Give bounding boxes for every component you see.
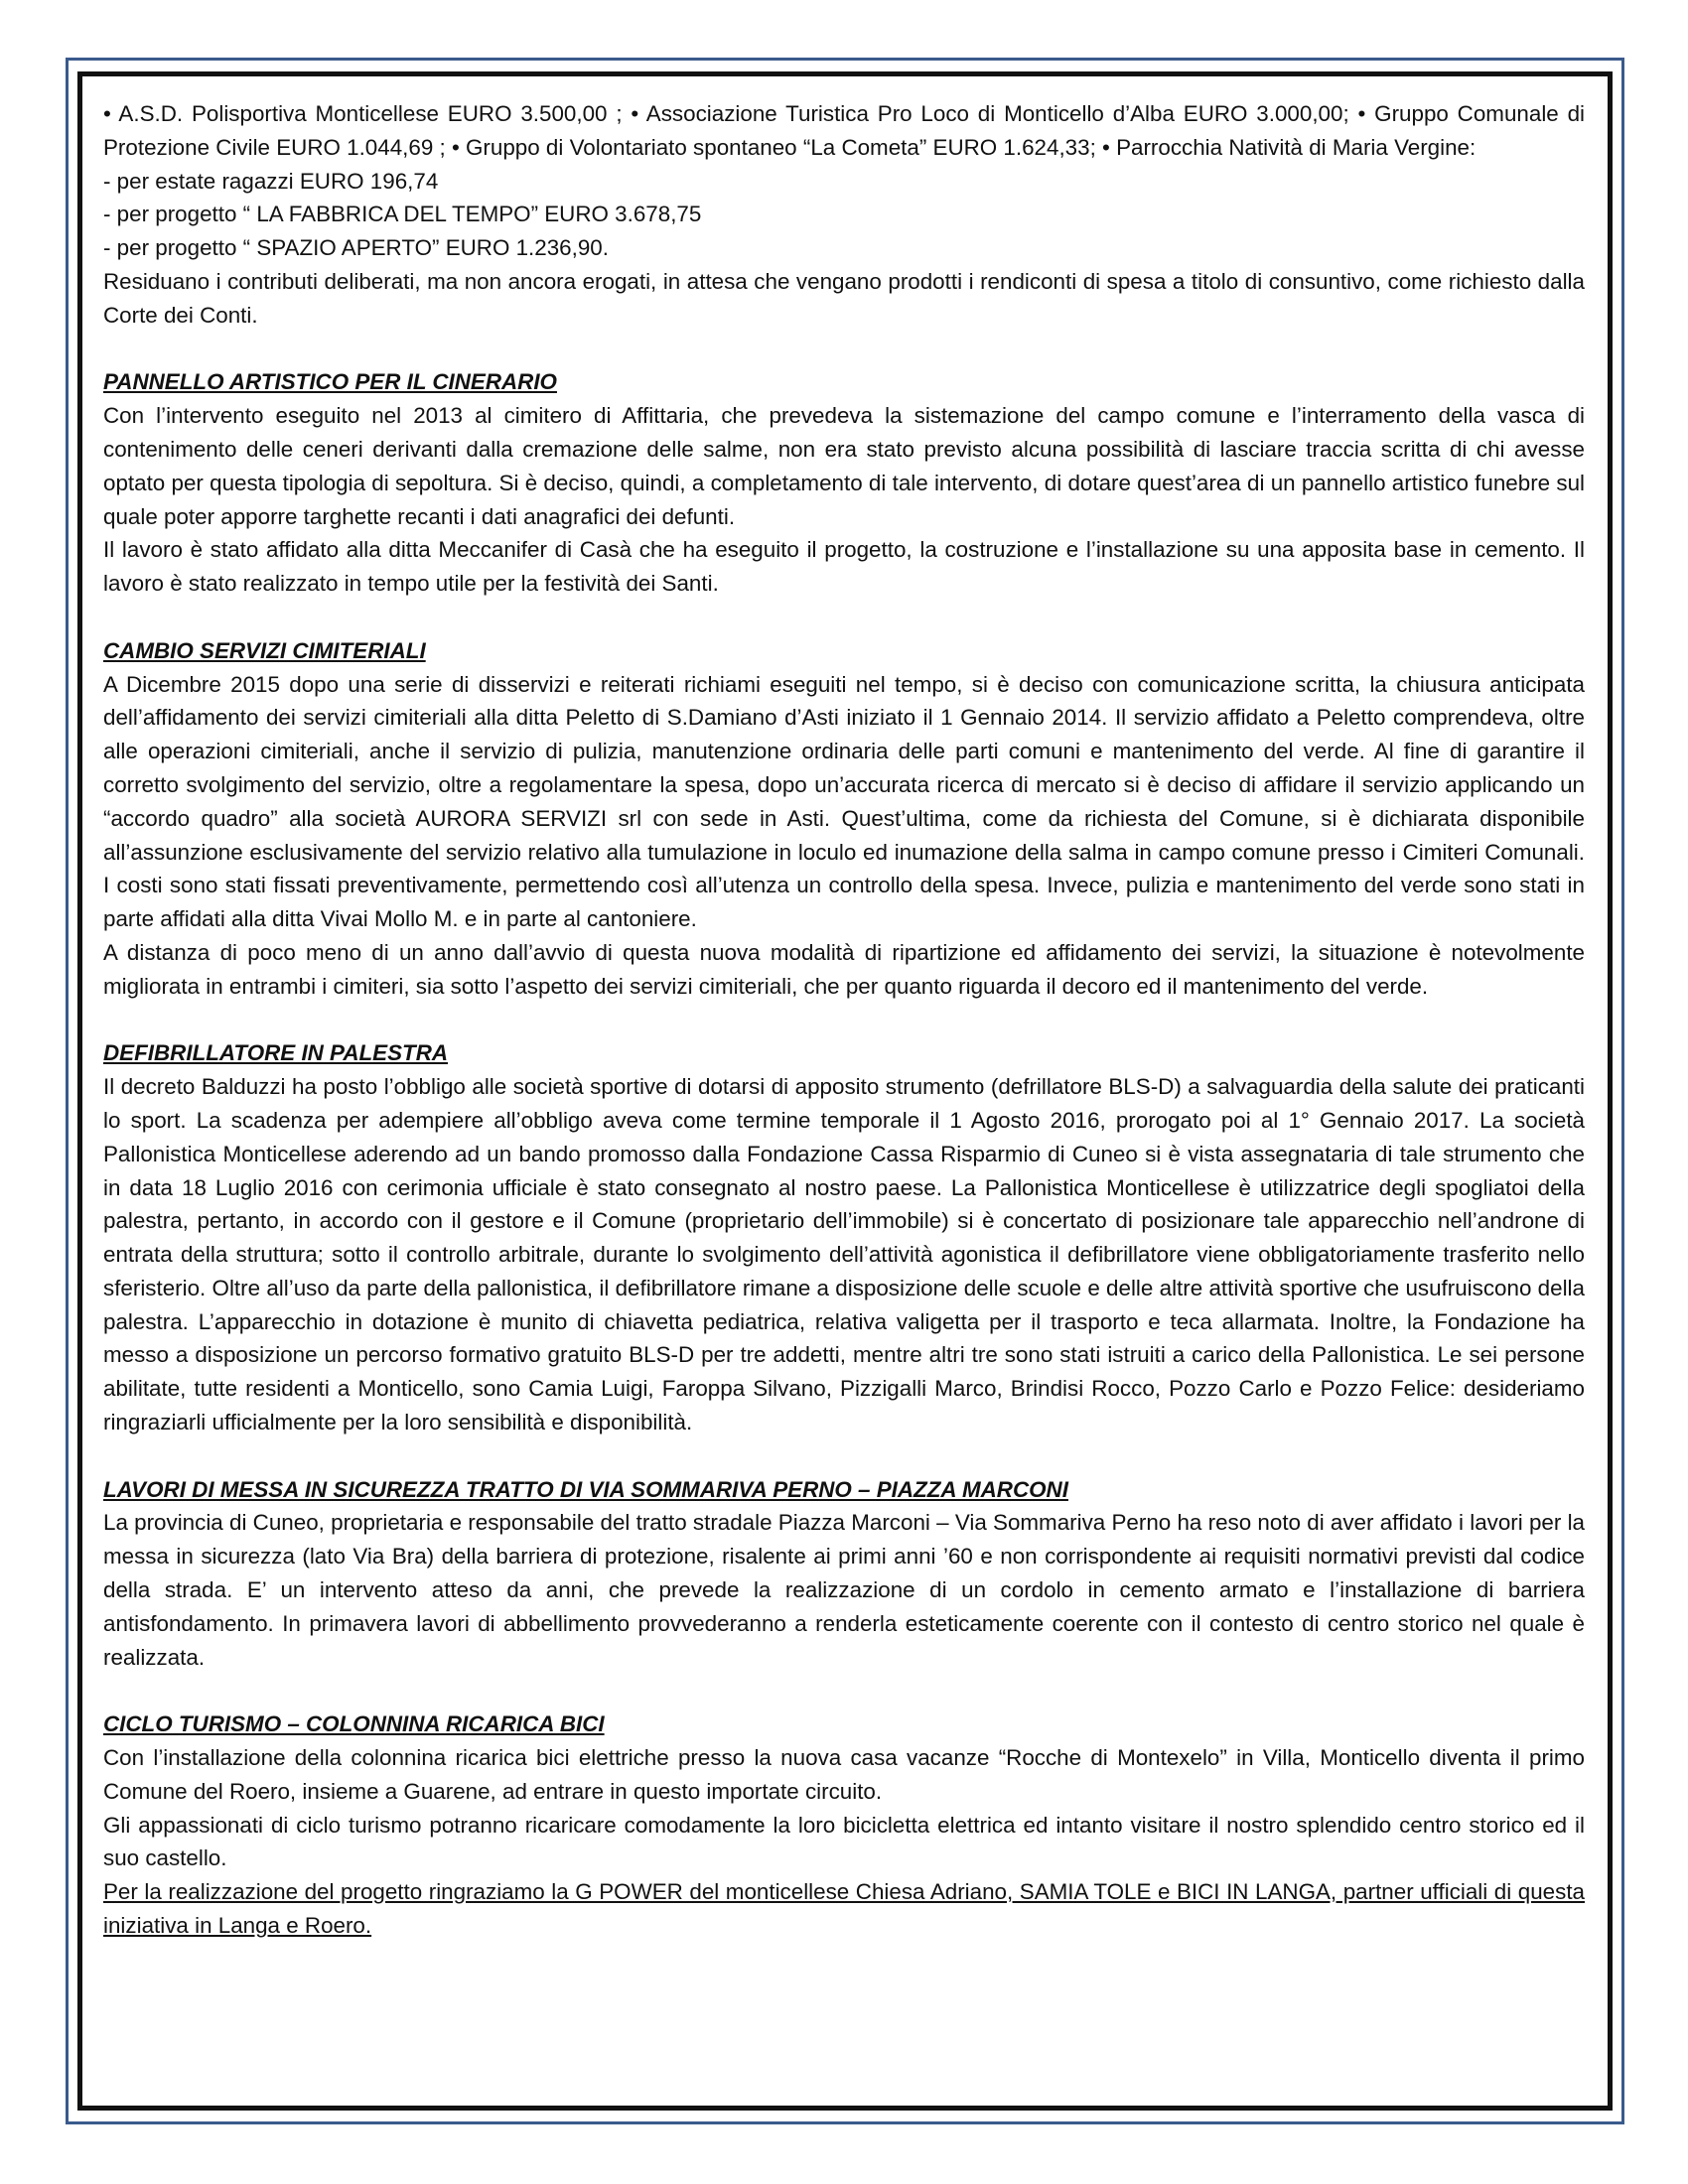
contributions-residual-note: Residuano i contributi deliberati, ma non ancora erogati, in attesa che vengano prodotti i rendiconti di spesa a titolo di consuntivo, come richiesto dalla Corte dei Conti.: [103, 268, 1585, 328]
closing-acknowledgement: Per la realizzazione del progetto ringraziamo la G POWER del monticellese Chiesa Adriano, SAMIA TOLE e BICI IN LANGA, partner ufficiali di questa iniziativa in Langa e Roero.: [103, 1879, 1585, 1939]
section-defibrillatore: [103, 1036, 1585, 1439]
contribution-item: - per progetto “ LA FABBRICA DEL TEMPO” EURO 3.678,75: [103, 202, 702, 227]
contributions-block: [103, 97, 1585, 333]
section-paragraph: La provincia di Cuneo, proprietaria e responsabile del tratto stradale Piazza Marconi – Via Sommariva Perno ha reso noto di aver affidato i lavori per la messa in sicurezza (lato Via Bra) della barriera di protezione, risalente ai primi anni ’60 e non corrispondente ai requisiti normativi previsti dal codice della strada. E’ un intervento atteso da anni, che prevede la realizzazione di un cordolo in cemento armato e l’installazione di barriera antisfondamento. In primavera lavori di abbellimento provvederanno a renderla esteticamente coerente con il contesto di centro storico nel quale è realizzata.: [103, 1510, 1585, 1670]
section-messa-in-sicurezza: [103, 1473, 1585, 1675]
contributions-intro: • A.S.D. Polisportiva Monticellese EURO 3.500,00 ; • Associazione Turistica Pro Loco di Monticello d’Alba EURO 3.000,00; • Gruppo Comunale di Protezione Civile EURO 1.044,69 ; • Gruppo di Volontariato spontaneo “La Cometa” EURO 1.624,33; • Parrocchia Natività di Maria Vergine:: [103, 101, 1585, 160]
section-heading: CAMBIO SERVIZI CIMITERIALI: [103, 637, 426, 663]
section-paragraph: Il decreto Balduzzi ha posto l’obbligo alle società sportive di dotarsi di apposito strumento (defrillatore BLS-D) a salvaguardia della salute dei praticanti lo sport. La scadenza per adempiere all’obbligo aveva come termine temporale il 1 Agosto 2016, prorogato poi al 1° Gennaio 2017. La società Pallonistica Monticellese aderendo ad un bando promosso dalla Fondazione Cassa Risparmio di Cuneo si è vista assegnataria di tale strumento che in data 18 Luglio 2016 con cerimonia ufficiale è stato consegnato al nostro paese. La Pallonistica Monticellese è utilizzatrice degli spogliatoi della palestra, pertanto, in accordo con il gestore e il Comune (proprietario dell’immobile) si è concertato di posizionare tale apparecchio nell’androne di entrata della struttura; sotto il controllo arbitrale, durante lo svolgimento dell’attività agonistica il defibrillatore viene obbligatoriamente trasferito nello sferisterio. Oltre all’uso da parte della pallonistica, il defibrillatore rimane a disposizione delle scuole e delle altre attività sportive che usufruiscono della palestra. L’apparecchio in dotazione è munito di chiavetta pediatrica, relativa valigetta per il trasporto e teca allarmata. Inoltre, la Fondazione ha messo a disposizione un percorso formativo gratuito BLS-D per tre addetti, mentre altri tre sono stati istruiti a carico della Pallonistica. Le sei persone abilitate, tutte residenti a Monticello, sono Camia Luigi, Faroppa Silvano, Pizzigalli Marco, Brindisi Rocco, Pozzo Carlo e Pozzo Felice: desideriamo ringraziarli ufficialmente per la loro sensibilità e disponibilità.: [103, 1074, 1585, 1435]
section-cinerario: [103, 365, 1585, 601]
section-paragraph: A distanza di poco meno di un anno dall’avvio di questa nuova modalità di ripartizione ed affidamento dei servizi, la situazione è notevolmente migliorata in entrambi i cimiteri, sia sotto l’aspetto dei servizi cimiteriali, che per quanto riguarda il decoro ed il mantenimento del verde.: [103, 939, 1585, 999]
section-heading: PANNELLO ARTISTICO PER IL CINERARIO: [103, 369, 557, 395]
spacer: [103, 1674, 1585, 1707]
section-ciclo-turismo: [103, 1707, 1585, 1943]
section-heading: DEFIBRILLATORE IN PALESTRA: [103, 1040, 449, 1066]
section-paragraph: Il lavoro è stato affidato alla ditta Meccanifer di Casà che ha eseguito il progetto, la costruzione e l’installazione su una apposita base in cemento. Il lavoro è stato realizzato in tempo utile per la festività dei Santi.: [103, 537, 1585, 597]
spacer: [103, 601, 1585, 634]
spacer: [103, 1004, 1585, 1037]
contribution-item: - per estate ragazzi EURO 196,74: [103, 168, 439, 194]
section-servizi-cimiteriali: [103, 634, 1585, 1004]
section-heading: CICLO TURISMO – COLONNINA RICARICA BICI: [103, 1711, 605, 1737]
document-body: [103, 97, 1585, 1943]
section-paragraph: Gli appassionati di ciclo turismo potranno ricaricare comodamente la loro bicicletta elettrica ed intanto visitare il nostro splendido centro storico ed il suo castello.: [103, 1812, 1585, 1871]
contribution-item: - per progetto “ SPAZIO APERTO” EURO 1.236,90.: [103, 235, 609, 261]
section-paragraph: Con l’installazione della colonnina ricarica bici elettriche presso la nuova casa vacanze “Rocche di Montexelo” in Villa, Monticello diventa il primo Comune del Roero, insieme a Guarene, ad entrare in questo importate circuito.: [103, 1745, 1585, 1804]
spacer: [103, 1439, 1585, 1473]
section-paragraph: Con l’intervento eseguito nel 2013 al cimitero di Affittaria, che prevedeva la sistemazione del campo comune e l’interramento della vasca di contenimento delle ceneri derivanti dalla cremazione delle salme, non era stato previsto alcuna possibilità di lasciare traccia scritta di chi avesse optato per questa tipologia di sepoltura. Si è deciso, quindi, a completamento di tale intervento, di dotare quest’area di un pannello artistico funebre sul quale poter apporre targhette recanti i dati anagrafici dei defunti.: [103, 403, 1585, 529]
spacer: [103, 333, 1585, 366]
section-paragraph: A Dicembre 2015 dopo una serie di disservizi e reiterati richiami eseguiti nel tempo, si è deciso con comunicazione scritta, la chiusura anticipata dell’affidamento dei servizi cimiteriali alla ditta Peletto di S.Damiano d’Asti iniziato il 1 Gennaio 2014. Il servizio affidato a Peletto comprendeva, oltre alle operazioni cimiteriali, anche il servizio di pulizia, manutenzione ordinaria delle parti comuni e mantenimento del verde. Al fine di garantire il corretto svolgimento del servizio, oltre a regolamentare la spesa, dopo un’accurata ricerca di mercato si è deciso di affidare il servizio applicando un “accordo quadro” alla società AURORA SERVIZI srl con sede in Asti. Quest’ultima, come da richiesta del Comune, si è dichiarata disponibile all’assunzione esclusivamente del servizio relativo alla tumulazione in loculo ed inumazione della salma in campo comune presso i Cimiteri Comunali. I costi sono stati fissati preventivamente, permettendo così all’utenza un controllo della spesa. Invece, pulizia e mantenimento del verde sono stati in parte affidati alla ditta Vivai Mollo M. e in parte al cantoniere.: [103, 671, 1585, 932]
section-heading: LAVORI DI MESSA IN SICUREZZA TRATTO DI VIA SOMMARIVA PERNO – PIAZZA MARCONI: [103, 1476, 1068, 1502]
